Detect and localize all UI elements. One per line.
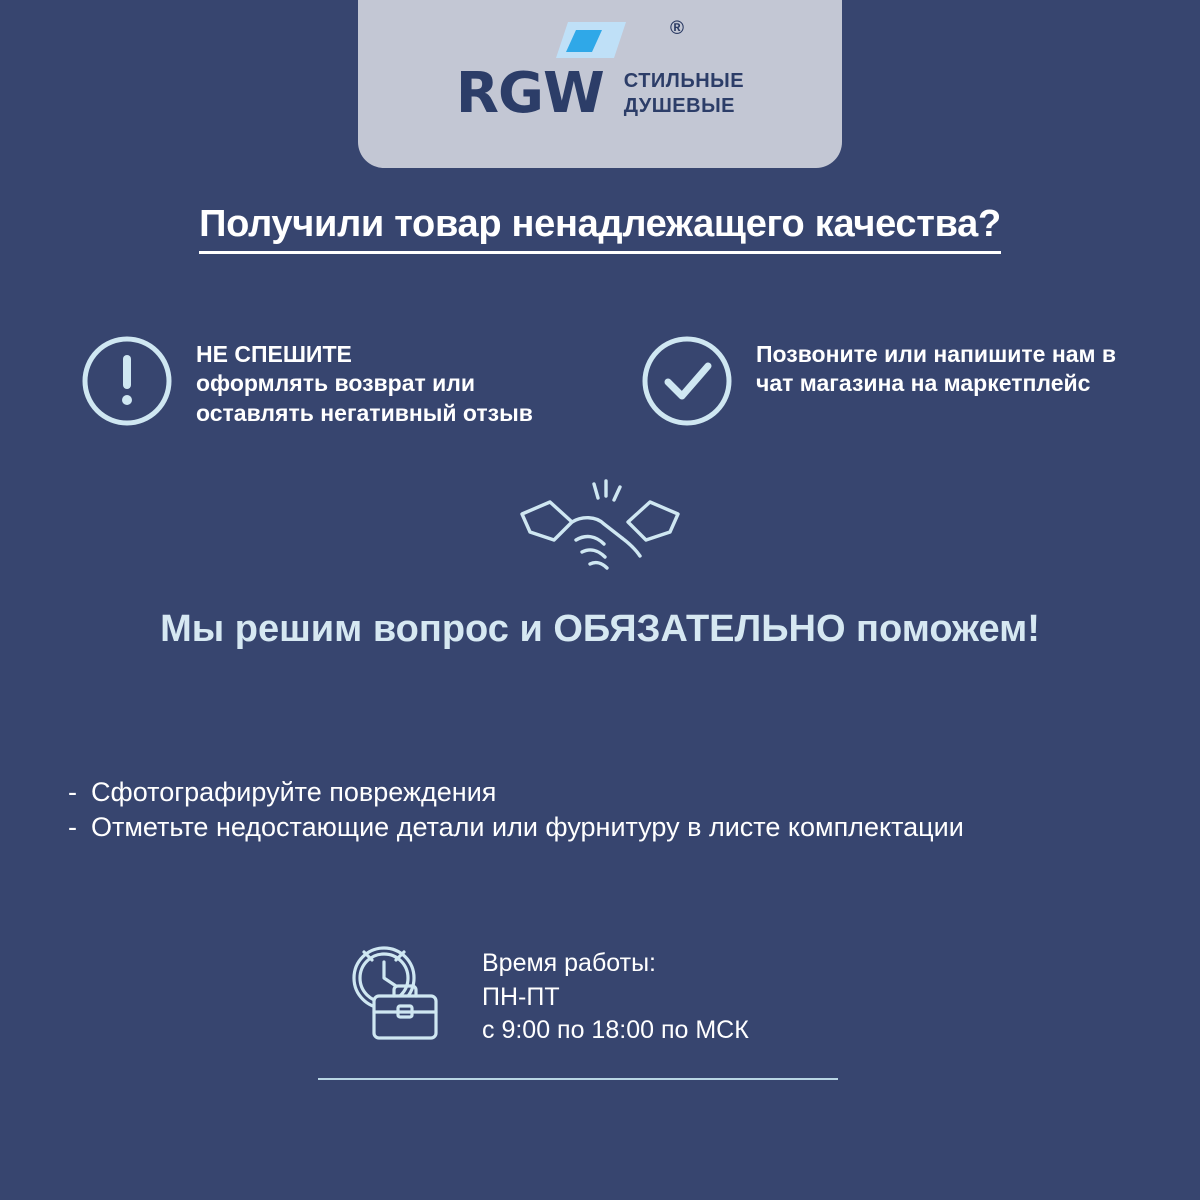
bullet-text: Отметьте недостающие детали или фурнитуру в листе комплектации [91,811,964,842]
brand-tagline-line2: ДУШЕВЫЕ [623,95,735,117]
advice-strong-label: НЕ СПЕШИТЕ [196,341,352,367]
page-title [0,203,1200,246]
registered-mark: ® [670,18,684,39]
exclamation-circle-icon [80,334,174,433]
handshake-wrap [0,478,1200,588]
logo-mark [530,18,684,64]
promise-text: Мы решим вопрос и ОБЯЗАТЕЛЬНО поможем! [160,608,1040,650]
check-circle-icon [640,334,734,433]
bullet-dash: - [68,811,77,842]
working-hours-block [340,940,749,1055]
brand-tagline [624,69,744,119]
page-title-text: Получили товар ненадлежащего качества? [199,203,1001,254]
brand-tagline-line1: СТИЛЬНЫЕ [623,70,745,92]
clock-briefcase-icon [340,940,452,1055]
footer-divider [318,1078,838,1080]
list-item [68,810,1128,845]
handshake-icon [510,478,690,588]
advice-item-do-not-rush [80,330,560,433]
hours-line-days: ПН-ПТ [482,982,560,1011]
hours-line-title: Время работы: [482,949,656,978]
rgw-parallelogram-icon [530,18,670,64]
advice-item-contact-us [640,330,1120,433]
bullet-text: Сфотографируйте повреждения [91,777,497,807]
hours-line-time: с 9:00 по 18:00 по МСК [482,1016,749,1045]
logo-plate [358,0,842,168]
advice-body-label: оформлять возврат или оставлять негативный отзыв [196,370,533,426]
advice-body-label: Позвоните или напишите нам в чат магазина на маркетплейс [756,341,1117,397]
bullet-dash: - [68,777,77,807]
instructions-list [68,775,1128,844]
brand-wordmark: RGW [455,61,604,126]
advice-section [80,330,1120,433]
list-item [68,775,1128,810]
